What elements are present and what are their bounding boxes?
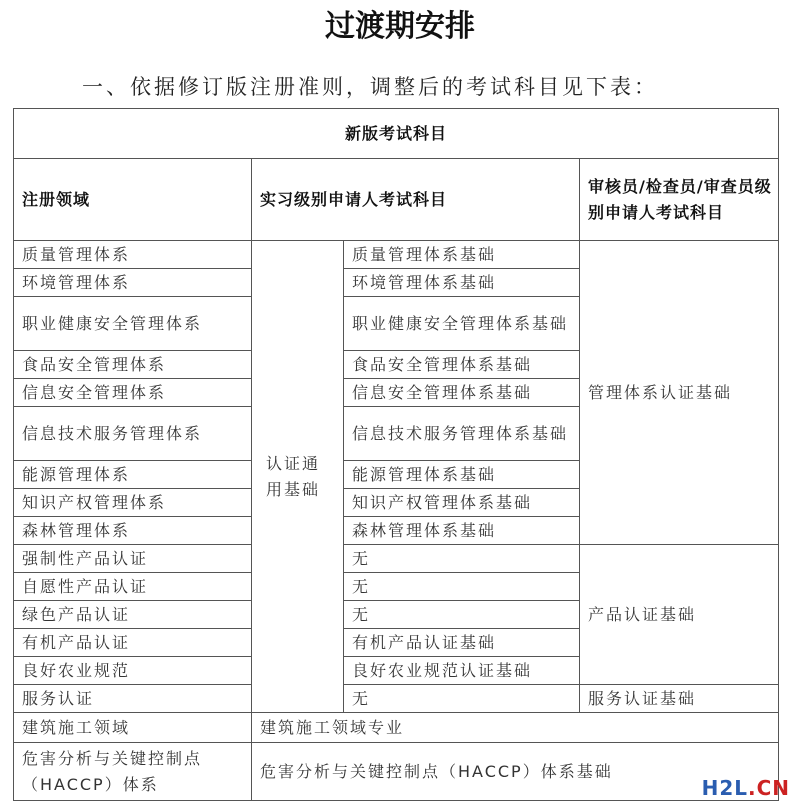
field-cell: 服务认证 bbox=[14, 685, 252, 713]
page-title: 过渡期安排 bbox=[325, 9, 475, 44]
subject-cell: 森林管理体系基础 bbox=[344, 517, 580, 545]
table-caption: 新版考试科目 bbox=[14, 109, 779, 159]
subject-cell: 无 bbox=[344, 601, 580, 629]
subject-cell: 职业健康安全管理体系基础 bbox=[344, 297, 580, 351]
subject-cell: 无 bbox=[344, 685, 580, 713]
field-cell: 森林管理体系 bbox=[14, 517, 252, 545]
field-cell: 能源管理体系 bbox=[14, 461, 252, 489]
intro-text: 一、依据修订版注册准则，调整后的考试科目见下表： bbox=[82, 75, 658, 99]
subject-cell-construction: 建筑施工领域专业 bbox=[252, 713, 779, 743]
auditor-product-cell: 产品认证基础 bbox=[580, 545, 779, 685]
subject-cell: 良好农业规范认证基础 bbox=[344, 657, 580, 685]
subject-cell: 环境管理体系基础 bbox=[344, 269, 580, 297]
field-cell-haccp: 危害分析与关键控制点（HACCP）体系 bbox=[14, 743, 252, 801]
subject-cell: 无 bbox=[344, 573, 580, 601]
field-cell-construction: 建筑施工领域 bbox=[14, 713, 252, 743]
field-cell: 信息技术服务管理体系 bbox=[14, 407, 252, 461]
subject-cell: 有机产品认证基础 bbox=[344, 629, 580, 657]
header-auditor: 审核员/检查员/审查员级别申请人考试科目 bbox=[580, 159, 779, 241]
field-cell: 绿色产品认证 bbox=[14, 601, 252, 629]
field-cell: 有机产品认证 bbox=[14, 629, 252, 657]
auditor-mgmt-cell: 管理体系认证基础 bbox=[580, 241, 779, 545]
common-basis-text: 认证通用基础 bbox=[266, 453, 321, 499]
field-cell: 职业健康安全管理体系 bbox=[14, 297, 252, 351]
subject-cell: 无 bbox=[344, 545, 580, 573]
auditor-service-cell: 服务认证基础 bbox=[580, 685, 779, 713]
exam-subjects-table bbox=[13, 108, 779, 801]
field-cell: 环境管理体系 bbox=[14, 269, 252, 297]
field-cell: 知识产权管理体系 bbox=[14, 489, 252, 517]
watermark-logo: H2L.CN bbox=[701, 776, 790, 800]
header-field: 注册领域 bbox=[14, 159, 252, 241]
field-cell: 食品安全管理体系 bbox=[14, 351, 252, 379]
common-basis-cell bbox=[252, 241, 344, 713]
subject-cell: 信息技术服务管理体系基础 bbox=[344, 407, 580, 461]
subject-cell: 信息安全管理体系基础 bbox=[344, 379, 580, 407]
field-cell: 质量管理体系 bbox=[14, 241, 252, 269]
subject-cell: 知识产权管理体系基础 bbox=[344, 489, 580, 517]
field-cell: 自愿性产品认证 bbox=[14, 573, 252, 601]
field-cell: 良好农业规范 bbox=[14, 657, 252, 685]
header-intern: 实习级别申请人考试科目 bbox=[252, 159, 580, 241]
field-cell: 信息安全管理体系 bbox=[14, 379, 252, 407]
subject-cell: 质量管理体系基础 bbox=[344, 241, 580, 269]
subject-cell: 能源管理体系基础 bbox=[344, 461, 580, 489]
field-cell: 强制性产品认证 bbox=[14, 545, 252, 573]
subject-cell: 食品安全管理体系基础 bbox=[344, 351, 580, 379]
subject-cell-haccp: 危害分析与关键控制点（HACCP）体系基础 bbox=[252, 743, 779, 801]
